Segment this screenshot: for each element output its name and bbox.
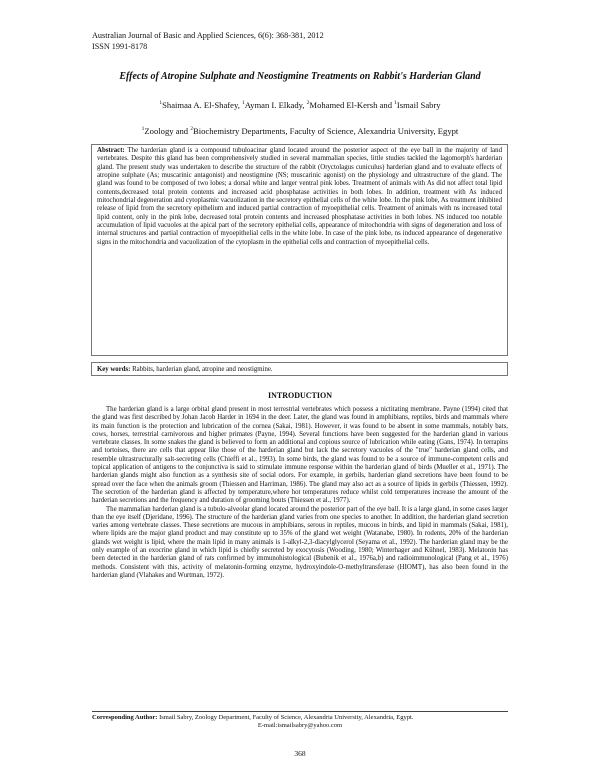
corresponding-author	[92, 714, 508, 731]
footnote-divider	[92, 711, 508, 712]
author-affil-marker: 1	[242, 100, 245, 107]
corresponding-label: Corresponding Author:	[92, 714, 158, 721]
introduction-body	[92, 406, 508, 706]
intro-paragraph: The mammalian harderian gland is a tubulo-alveolar gland located around the posterior part of the eye ball. It is a large gland, in some cases larger than the eye itself (Djeridane, 1996). The structure of the harderian gland varies from one species to another. In addition, the harderian gland secretion varies among vertebrate classes. These secretions are mucous in amphibians, serous in reptiles, mucous in birds, and lipid in mammals (Sakai, 1981), where lipids are the major gland product and may constitute up to 35% of the gland wet weight (Watanabe, 1980). In rodents, 20% of the harderian glands wet weight is lipid, where the main lipid in many animals is 1-alkyl-2,3-diacylglycerol (Seyama et al., 1992). The harderian gland may be the only example of an exocrine gland in which lipid is chiefly secreted by exocytosis (Wooding, 1980; Winterhager and Kühnel, 1983). Melatonin has been detected in the harderian gland of rats confirmed by immunohistological (Bubenik et al., 1976a,b) and radioimmunological (Pang et al., 1976) methods. Consistent with this, activity of melatonin-forming enzyme, hydroxyindole-O-methyltransferase (HIOMT), has also been found in the harderian gland (Vlahakes and Wurtman, 1972).	[92, 505, 508, 579]
author-affil-marker: 2	[306, 100, 310, 107]
affil-text: Zoology and	[144, 126, 191, 136]
abstract-label: Abstract:	[97, 147, 125, 154]
abstract-paragraph	[97, 147, 502, 356]
corresponding-text: Ismail Sabry, Zoology Department, Faculty of Science, Alexandria University, Alexandria, Egypt.	[157, 714, 414, 721]
paper-title: Effects of Atropine Sulphate and Neostigmine Treatments on Rabbit's Harderian Gland	[119, 71, 481, 82]
journal-issn: ISSN 1991-8178	[92, 41, 148, 51]
author-name: Ayman I. Elkady,	[244, 100, 307, 110]
affil-text: Biochemistry Departments, Faculty of Science, Alexandria University, Egypt	[193, 126, 459, 136]
author-affil-marker: 1	[394, 100, 397, 107]
corresponding-email: E-mail:ismailsabry@yahoo.com	[257, 722, 343, 730]
abstract-text: The harderian gland is a compound tubuloacinar gland located around the posterior aspect of the eye ball in the majority of land vertebrates. Despite this gland has been comprehensively studied in several mammalian species, little studies tackled the lagomorph's harderian gland. The present study was undertaken to describe the structure of the rabbit (Oryctolagus cuniculus) harderian gland and to evaluate effects of atropine sulphate (As; muscarinic antagonist) and neostigmine (NS; muscarinic agonist) on the physiology and ultrastructure of the gland. The gland was found to be composed of two lobes; a dorsal white and larger ventral pink lobes. Treatment of animals with As did not affect total lipid contents,decreased total protein contents and increased acid phosphatase activities in both lobes. In addition, treatment with As induced mitochondrial degeneration and cytoplasmic vacuolization in the secretory epithelial cells of the white lobe. In the pink lobe, As treatment inhibited release of lipid from the secretory epithelium and induced partial contraction of myoepithelial cells. Treatment of animals with ns increased total lipid content, only in the pink lobe, decreased total protein contents and increased phosphatase activities in both lobes. NS induced too notable accumulation of lipid vacuoles at the apical part of the secretory epithelial cells, appearance of mitochondria with signs of degeneration and loss of internal structures and partial contraction of myoepithelial cells in the white lobe. In case of the pink lobe, ns induced appearance of degenerative signs in the mitochondria and vacuolization of the cytoplasm in the epithelial cells and contraction of myoepithelial cells.	[97, 147, 502, 246]
author-name: Shaimaa A. El-Shafey,	[162, 100, 243, 110]
keywords-label: Key words:	[97, 366, 131, 373]
affil-marker: 1	[141, 126, 145, 133]
author-affil-marker: 1	[159, 100, 163, 107]
author-name: Ismail Sabry	[396, 100, 441, 110]
author-name: Mohamed El-Kersh and	[309, 100, 395, 110]
author-list	[92, 100, 508, 111]
journal-header	[92, 31, 324, 52]
intro-paragraph: The harderian gland is a large orbital gland present in most terrestrial vertebrates which possess a nictitating membrane. Payne (1994) cited that the gland was first described by Johan Jacob Harder in 1694 in the deer. Later, the gland was found in amphibians, reptiles, birds and mammals where its main function is the protection and lubrication of the cornea (Sakai, 1981). However, it was found to be absent in some mammals, notably bats, cows, horses, terrestrial carnivorous and higher primates (Payne, 1994). Several functions have been suggested for the harderian gland in various vertebrate classes. In some snakes the gland is believed to form an additional and copious source of lubrication while eating (Gans, 1974). In terrapins and tortoises, there are cells that appear like those of the harderian gland but lack the secretory vacuoles of the "true" harderian gland cells, and resemble ultrastructurally salt-secreting cells (Chieffi et al., 1993). In some birds, the gland was found to be a source of immune-competent cells and topical application of antigens to the conjunctiva is said to stimulate immune response within the harderian gland of birds (Mueller et al., 1971). The harderian glands might also function as a synthesis site of social odors. For example, in gerbils, harderian gland secretions have been found to be spread over the face when the animals groom (Thiessen and Harriman, 1986). The gland may also act as a source of lipids in gerbils (Thiessen, 1992). The secretion of the harderian gland is affected by temperature,where hot temperatures reduce whilst cold temperatures increase the amount of the harderian secretions and the frequency and duration of grooming bouts (Thiessen et al., 1977).	[92, 406, 508, 505]
page-number: 368	[294, 749, 306, 758]
keywords-box	[91, 362, 508, 376]
affil-marker: 2	[190, 126, 193, 133]
keywords-text: Rabbits, harderian gland, atropine and neostigmine.	[130, 366, 273, 373]
affiliation	[92, 126, 508, 137]
journal-citation: Australian Journal of Basic and Applied Sciences, 6(6): 368-381, 2012	[92, 31, 324, 40]
abstract-box	[91, 144, 508, 356]
section-heading: INTRODUCTION	[267, 391, 332, 400]
